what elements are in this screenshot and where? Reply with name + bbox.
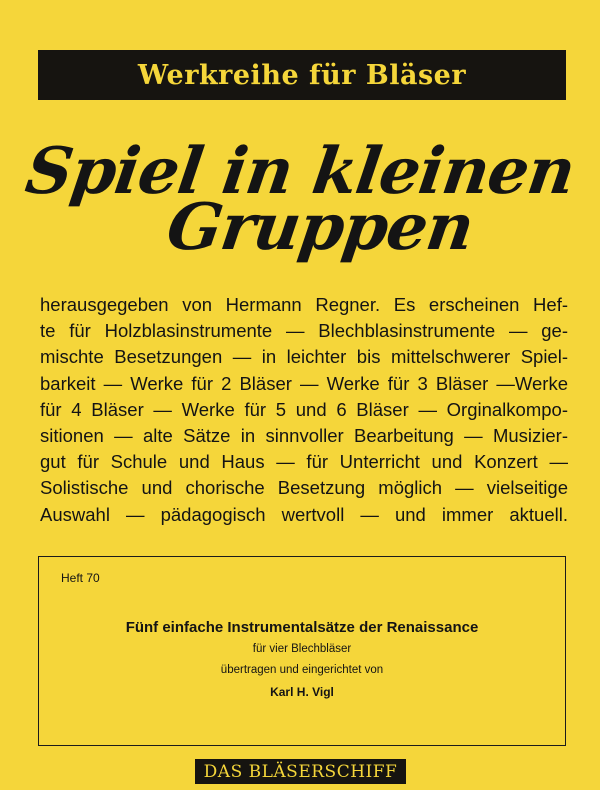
instrumentation: für vier Blechbläser [252, 643, 352, 655]
description-line: Auswahl — pädagogisch wertvoll — und immer aktuell. [40, 503, 568, 525]
description-line: gut für Schule und Haus — für Unterricht und Konzert — [40, 451, 568, 473]
series-description [40, 292, 568, 528]
volume-info-box [38, 556, 566, 746]
volume-number: Heft 70 [61, 571, 100, 585]
main-title-line-1: Spiel in kleinen [21, 134, 579, 209]
series-title: Werkreihe für Bläser [137, 59, 467, 91]
description-line: te für Holzblasinstrumente — Blechblasinstrumente — ge- [40, 320, 568, 342]
description-line: herausgegeben von Hermann Regner. Es erscheinen Hef- [40, 294, 568, 315]
description-line: mischte Besetzungen — in leichter bis mittelschwerer Spiel- [40, 346, 568, 368]
arranged-by-label: übertragen und eingerichtet von [220, 664, 384, 676]
arranger-name: Karl H. Vigl [270, 685, 334, 699]
publisher-badge [195, 759, 406, 784]
main-title-line-2: Gruppen [162, 190, 478, 265]
work-title: Fünf einfache Instrumentalsätze der Renaissance [125, 619, 479, 636]
description-line: barkeit — Werke für 2 Bläser — Werke für 3 Bläser —Werke [40, 372, 568, 394]
publisher-name: DAS BLÄSERSCHIFF [203, 761, 398, 782]
series-banner [38, 50, 566, 100]
description-line: für 4 Bläser — Werke für 5 und 6 Bläser — Orginalkompo- [40, 398, 568, 420]
description-line: sitionen — alte Sätze in sinnvoller Bearbeitung — Musizier- [40, 425, 568, 447]
description-line: Solistische und chorische Besetzung möglich — vielseitige [40, 477, 568, 499]
